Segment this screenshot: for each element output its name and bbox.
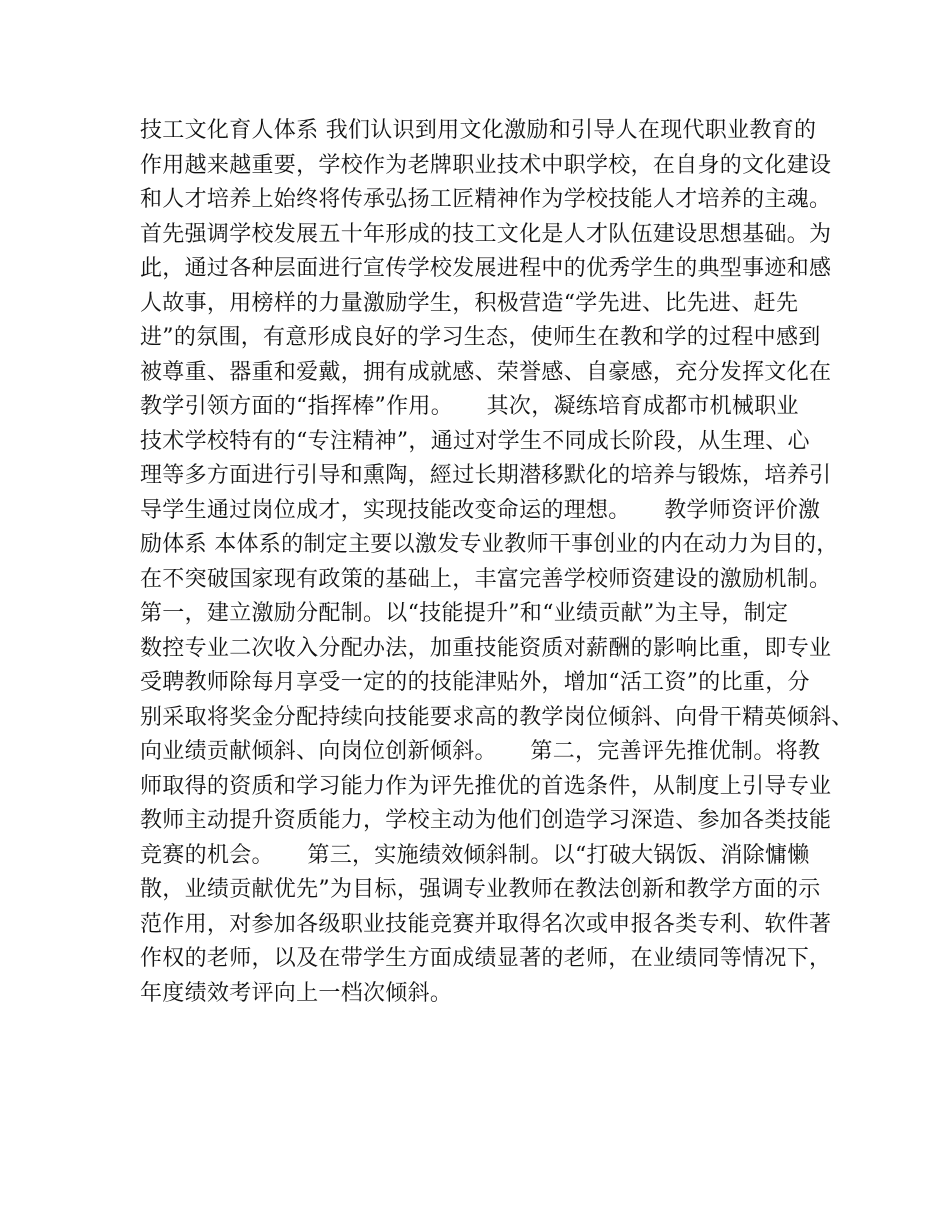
text-line-4: 首先强调学校发展五十年形成的技工文化是人才队伍建设思想基础。为: [140, 221, 832, 247]
text-line-6: 人故事，用榜样的力量激励学生，积极营造“学先进、比先进、赶先: [140, 290, 799, 316]
text-line-23: 散，业绩贡献优先”为目标，强调专业教师在教法创新和教学方面的示: [140, 877, 821, 902]
text-line-21: 教师主动提升资质能力，学校主动为他们创造学习深造、参加各类技能: [140, 808, 832, 833]
text-line-24: 范作用，对参加各级职业技能竞赛并取得名次或申报各类专利、软件著: [140, 911, 832, 937]
text-line-13: 励体系 本体系的制定主要以激发专业教师干事创业的内在动力为目的，: [140, 532, 839, 557]
body-text: [140, 114, 854, 1011]
text-line-14: 在不突破国家现有政策的基础上，丰富完善学校师资建设的激励机制。: [140, 566, 832, 592]
text-line-3: 和人才培养上始终将传承弘扬工匠精神作为学校技能人才培养的主魂。: [140, 187, 832, 212]
text-line-25: 作权的老师，以及在带学生方面成绩显著的老师，在业绩同等情况下，: [140, 946, 832, 971]
text-line-7: 进”的氛围，有意形成良好的学习生态，使师生在教和学的过程中感到: [140, 325, 821, 350]
text-line-8: 被尊重、器重和爱戴，拥有成就感、荣誉感、自豪感，充分发挥文化在: [140, 359, 832, 385]
text-line-15: 第一，建立激励分配制。以“技能提升”和“业绩贡献”为主导，制定: [140, 601, 789, 626]
text-line-10: 技术学校特有的“专注精神”，通过对学生不同成长阶段，从生理、心: [140, 428, 810, 454]
text-line-5: 此，通过各种层面进行宣传学校发展进程中的优秀学生的典型事迹和感: [140, 256, 832, 281]
text-line-16: 数控专业二次收入分配办法，加重技能资质对薪酬的影响比重，即专业: [140, 635, 832, 661]
text-line-11: 理等多方面进行引导和熏陶，經过长期潜移默化的培养与锻炼，培养引: [140, 463, 832, 488]
text-line-1: 技工文化育人体系 我们认识到用文化激励和引导人在现代职业教育的: [140, 118, 817, 143]
text-line-22: 竞赛的机会。 第三，实施绩效倾斜制。以“打破大锅饭、消除慵懒: [140, 842, 810, 868]
text-line-18: 别采取将奖金分配持续向技能要求高的教学岗位倾斜、向骨干精英倾斜、: [140, 704, 854, 730]
text-line-12: 导学生通过岗位成才，实现技能改变命运的理想。 教学师资评价激: [140, 497, 821, 523]
text-line-17: 受聘教师除每月享受一定的的技能津贴外，增加“活工资”的比重，分: [140, 670, 810, 695]
text-line-9: 教学引领方面的“指挥棒”作用。 其次，凝练培育成都市机械职业: [140, 394, 799, 419]
text-line-19: 向业绩贡献倾斜、向岗位创新倾斜。 第二，完善评先推优制。将教: [140, 739, 821, 764]
text-line-20: 师取得的资质和学习能力作为评先推优的首选条件，从制度上引导专业: [140, 773, 832, 799]
text-line-2: 作用越来越重要，学校作为老牌职业技术中职学校，在自身的文化建设: [140, 152, 832, 178]
text-line-26: 年度绩效考评向上一档次倾斜。: [140, 980, 453, 1006]
